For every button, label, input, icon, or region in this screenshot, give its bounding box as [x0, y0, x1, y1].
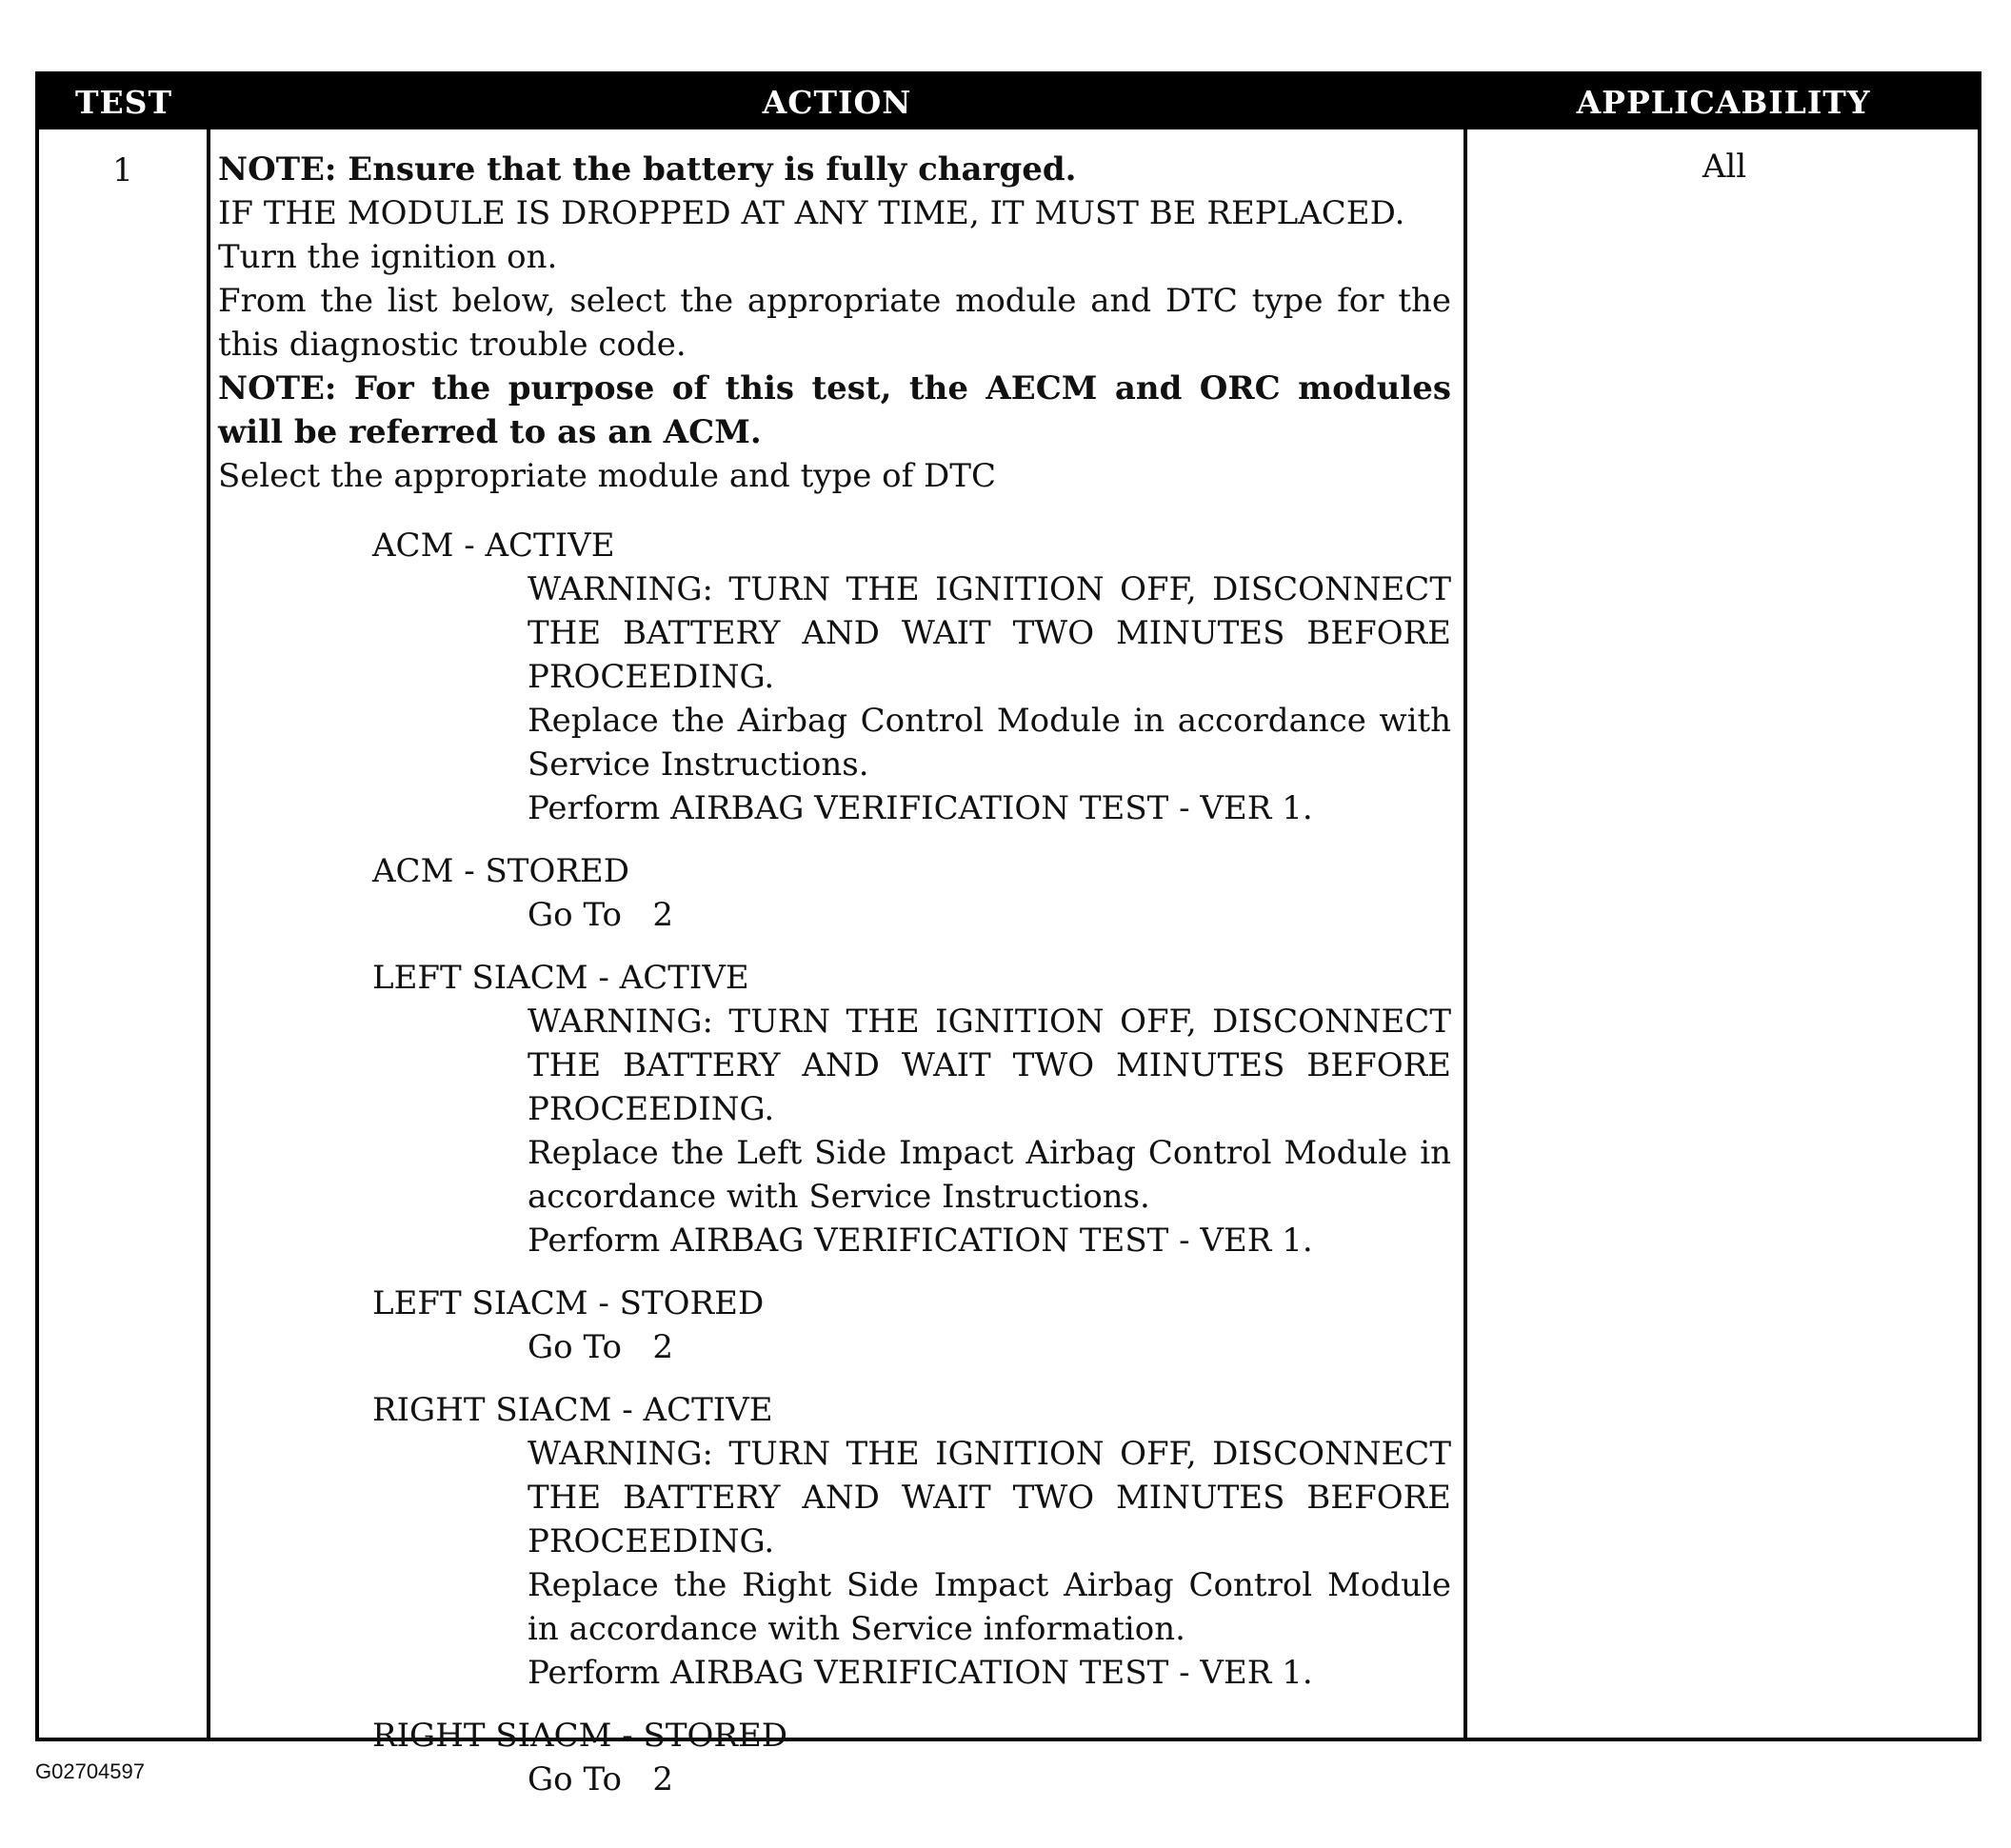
- option-label: ACM - STORED: [372, 852, 630, 890]
- option-warning: WARNING: TURN THE IGNITION OFF, DISCONNECT THE BATTERY AND WAIT TWO MINUTES BEFORE PROCEEDING.: [528, 570, 1451, 696]
- column-divider-applicability: [1463, 129, 1467, 1738]
- option-label: LEFT SIACM - STORED: [372, 1284, 765, 1322]
- select-module-text: Select the appropriate module and type of DTC: [218, 457, 996, 495]
- option-replace: Replace the Left Side Impact Airbag Control Module in accordance with Service Instructions.: [528, 1134, 1451, 1216]
- option-acm-stored: [218, 849, 1451, 937]
- option-perform: Perform AIRBAG VERIFICATION TEST - VER 1.: [528, 789, 1313, 827]
- option-left-siacm-stored: [218, 1282, 1451, 1369]
- action-cell: [218, 148, 1451, 1801]
- option-replace: Replace the Right Side Impact Airbag Control Module in accordance with Service information.: [528, 1566, 1451, 1648]
- option-acm-active: [218, 524, 1451, 830]
- table-header: [39, 75, 1978, 129]
- select-instruction-text: From the list below, select the appropriate module and DTC type for the this diagnostic trouble code.: [218, 282, 1451, 364]
- option-label: RIGHT SIACM - ACTIVE: [372, 1391, 773, 1429]
- applicability-value: All: [1702, 148, 1747, 186]
- option-warning: WARNING: TURN THE IGNITION OFF, DISCONNECT THE BATTERY AND WAIT TWO MINUTES BEFORE PROCEEDING.: [528, 1435, 1451, 1560]
- column-divider-test: [207, 129, 210, 1738]
- note-acm: NOTE: For the purpose of this test, the AECM and ORC modules will be referred to as an ACM.: [218, 369, 1451, 451]
- option-label: LEFT SIACM - ACTIVE: [372, 959, 749, 997]
- figure-id: G02704597: [35, 1759, 145, 1783]
- option-label: RIGHT SIACM - STORED: [372, 1717, 788, 1755]
- header-applicability: APPLICABILITY: [1576, 84, 1871, 121]
- note-battery: NOTE: Ensure that the battery is fully charged.: [218, 150, 1077, 189]
- option-warning: WARNING: TURN THE IGNITION OFF, DISCONNECT THE BATTERY AND WAIT TWO MINUTES BEFORE PROCEEDING.: [528, 1003, 1451, 1128]
- option-goto: Go To 2: [528, 1760, 673, 1798]
- option-label: ACM - ACTIVE: [372, 527, 615, 565]
- option-goto: Go To 2: [528, 896, 673, 934]
- option-right-siacm-active: [218, 1388, 1451, 1695]
- option-goto: Go To 2: [528, 1328, 673, 1366]
- header-action: ACTION: [762, 84, 912, 121]
- header-test: TEST: [74, 84, 173, 121]
- test-number: 1: [112, 151, 133, 189]
- option-perform: Perform AIRBAG VERIFICATION TEST - VER 1.: [528, 1222, 1313, 1260]
- option-right-siacm-stored: [218, 1714, 1451, 1801]
- option-left-siacm-active: [218, 956, 1451, 1262]
- option-perform: Perform AIRBAG VERIFICATION TEST - VER 1.: [528, 1654, 1313, 1692]
- ignition-on-text: Turn the ignition on.: [218, 238, 558, 276]
- option-replace: Replace the Airbag Control Module in accordance with Service Instructions.: [528, 702, 1451, 784]
- module-dropped-text: IF THE MODULE IS DROPPED AT ANY TIME, IT MUST BE REPLACED.: [218, 194, 1405, 232]
